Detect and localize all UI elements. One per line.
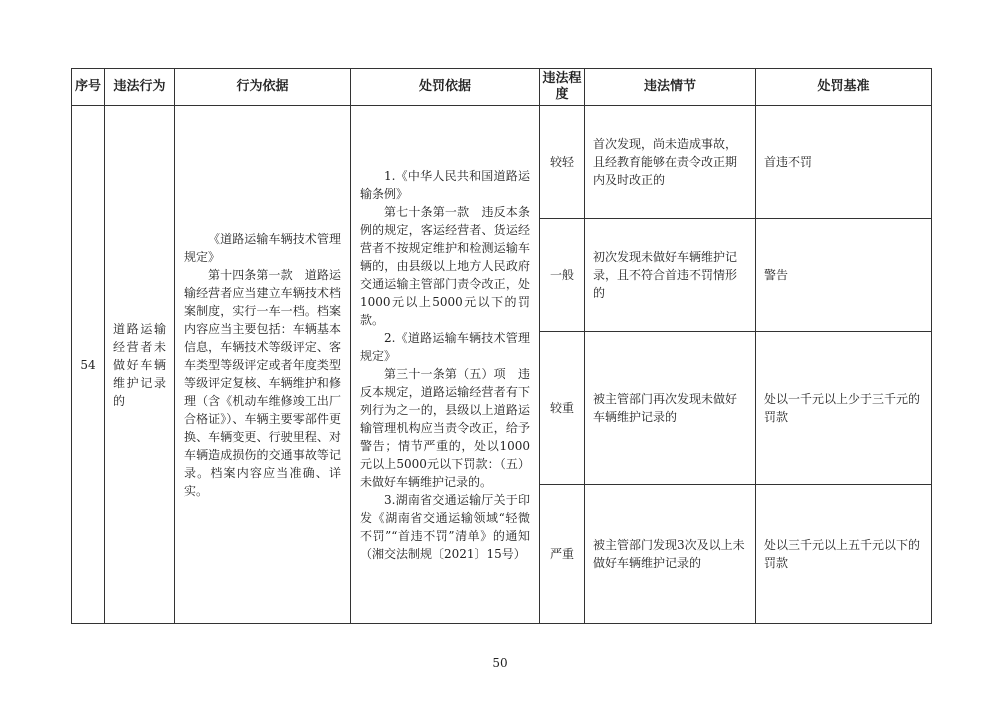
header-act: 违法行为 [105,69,175,106]
header-basis: 行为依据 [175,69,351,106]
situation-level-1: 首次发现，尚未造成事故，且经教育能够在责令改正期内及时改正的 [585,106,756,219]
penalty-basis-item-2: 2.《道路运输车辆技术管理规定》 [360,330,530,363]
header-no: 序号 [72,69,105,106]
behavior-basis-cell [175,106,351,624]
basis-title: 《道路运输车辆技术管理规定》 [184,231,341,264]
penalty-basis-text-1: 第七十条第一款 违反本条例的规定，客运经营者、货运经营者不按规定维护和检测运输车辆的，由县级以上地方人民政府交通运输主管部门责令改正，处1000元以上5000元以下的罚款。 [360,204,530,327]
header-standard: 处罚基准 [756,69,932,106]
penalty-table [71,68,932,624]
standard-level-1: 首违不罚 [756,106,932,219]
header-situation: 违法情节 [585,69,756,106]
penalty-basis-item-3: 3.湖南省交通运输厅关于印发《湖南省交通运输领域“轻微不罚”“首违不罚”清单》的通知（湘交法制规〔2021〕15号） [360,492,530,561]
page-number: 50 [492,656,508,670]
header-row [72,69,932,106]
degree-level-3: 较重 [540,332,585,485]
standard-level-3: 处以一千元以上少于三千元的罚款 [756,332,932,485]
header-penalty-basis: 处罚依据 [351,69,540,106]
situation-level-3: 被主管部门再次发现未做好车辆维护记录的 [585,332,756,485]
row-number: 54 [72,106,105,624]
penalty-basis-cell [351,106,540,624]
degree-level-2: 一般 [540,219,585,332]
standard-level-4: 处以三千元以上五千元以下的罚款 [756,485,932,624]
penalty-basis-item-1: 1.《中华人民共和国道路运输条例》 [360,168,530,201]
penalty-basis-text-2: 第三十一条第（五）项 违反本规定，道路运输经营者有下列行为之一的，县级以上道路运输管理机构应当责令改正，给予警告；情节严重的，处以1000元以上5000元以下罚款：（五）未做好车辆维护记录的。 [360,366,530,489]
degree-level-1: 较轻 [540,106,585,219]
header-degree: 违法程度 [540,69,585,106]
situation-level-4: 被主管部门发现3次及以上未做好车辆维护记录的 [585,485,756,624]
degree-level-4: 严重 [540,485,585,624]
violation-act: 道路运输经营者未做好车辆维护记录的 [105,106,175,624]
table-row [72,106,932,219]
basis-text: 第十四条第一款 道路运输经营者应当建立车辆技术档案制度，实行一车一档。档案内容应当主要包括：车辆基本信息，车辆技术等级评定、客车类型等级评定或者年度类型等级评定复核、车辆维护和修理（含《机动车维修竣工出厂合格证》）、车辆主要零部件更换、车辆变更、行驶里程、对车辆造成损伤的交通事故等记录。档案内容应当准确、详实。 [184,267,341,498]
standard-level-2: 警告 [756,219,932,332]
situation-level-2: 初次发现未做好车辆维护记录，且不符合首违不罚情形的 [585,219,756,332]
